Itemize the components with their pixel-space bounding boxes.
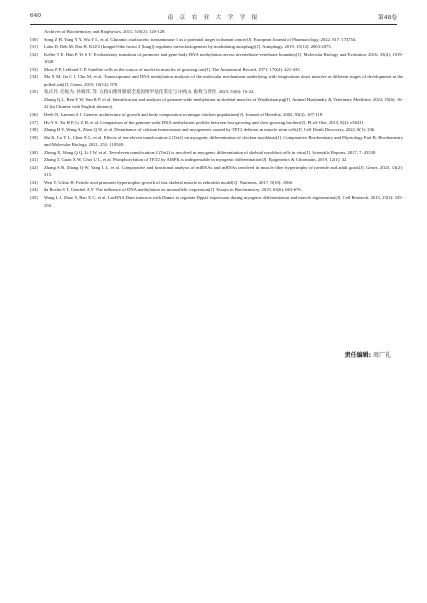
reference-number: [38]: [30, 127, 38, 133]
reference-number: [44]: [30, 187, 38, 193]
header-divider: [30, 24, 397, 25]
reference-entry: [30, 126, 403, 134]
reference-entry: [30, 43, 403, 51]
reference-number: [43]: [30, 179, 38, 185]
reference-text: Ma X M, Jia C J, Chu M, et al. Transcriptome and DNA methylation analyses of the molecular mechanisms underlying with longissimus dorsi muscles at different stages of development in the polled yak[J]. Genes, 2019, 10(12): 970.: [44, 74, 403, 87]
reference-number: [37]: [30, 119, 38, 125]
volume-label: 第48卷: [378, 14, 397, 21]
reference-text: Zhong X, Wang Q Q, Li J W, et al. Ten-eleven translocation-2 (Tet2) is involved in myogenic differentiation of skeletal myoblast cells in vitro[J]. Scientific Reports, 2017, 7: 43539.: [44, 149, 377, 155]
reference-entry: [30, 73, 403, 88]
reference-text: Zhang H Y, Wang S, Zhou Q W, et al. Disturbance of calcium homeostasis and myogenesis caused by TET2 deletion in muscle stem cells[J]. Cell Death Discovery, 2022, 8(1): 236.: [44, 127, 376, 133]
reference-list: [30, 28, 403, 209]
reference-text: Deeb N, Lamont S J. Genetic architecture of growth and body composition in unique chicken populations[J]. Journal of Heredity, 2002, 93(2): 107-118.: [44, 112, 324, 118]
reference-number: [45]: [30, 195, 38, 201]
reference-entry: [30, 119, 403, 127]
reference-text: Laha D, Deb M, Das H. KLF2 (kruppel-like factor 2 [lung]) regulates osteoclastogenesis by modulating autophagy[J]. Autophagy, 2019, 15(12): 2063-2075.: [44, 44, 332, 50]
editor-label: 责任编辑:: [344, 352, 372, 359]
reference-text: Moss F P, Leblond C P. Satellite cells as the source of nuclei in muscles of growing rats[J]. The Anatomical Record, 1971, 170(4): 421-435.: [44, 66, 301, 72]
reference-entry: [30, 164, 403, 179]
reference-entry: [30, 96, 403, 111]
reference-number: [33]: [30, 66, 38, 72]
reference-entry: [30, 149, 403, 157]
reference-entry: [30, 179, 403, 187]
reference-number: [35]: [30, 89, 38, 95]
reference-number: [34]: [30, 74, 38, 80]
journal-title: 南 京 农 业 大 学 学 报: [167, 14, 260, 21]
reference-number: [42]: [30, 164, 38, 170]
reference-text: Wen Y, Ushio H. Ferulic acid promotes hypertrophic growth of fast skeletal muscle in zebrafish model[J]. Nutrients, 2017, 9(10): 1066.: [44, 179, 294, 185]
responsible-editor: [345, 350, 391, 359]
reference-text: Zhang T, Guan X W, Choi U L, et al. Phosphorylation of TET2 by AMPK is indispensable in myogenic differentiation[J]. Epigenetics & Chromatin, 2019, 12(1): 32.: [44, 157, 348, 163]
reference-number: [39]: [30, 134, 38, 140]
reference-number: [40]: [30, 149, 38, 155]
reference-entry: [30, 194, 403, 209]
reference-text: Song Z H, Yang Y Y, Wu Y L, et al. Glutamic oxaloacetic transaminase 1 as a potential target in human cancer[J]. European Journal of Pharmacology, 2022, 917: 174754.: [44, 36, 357, 42]
reference-entry: [30, 51, 403, 66]
reference-entry: [30, 111, 403, 119]
reference-text: Shi K, Lu Y L, Chen X L, et al. Effects of ten-eleven translocation-2 (Tet2) on myogenic differentiation of chicken myoblasts[J]. Comparative Biochemistry and Physiology Part B: Biochemistry and Molecular Biology, 2021, 252: 110540.: [44, 134, 403, 148]
reference-text: Hu Y S, Xu H P, Li Z H, et al. Comparison of the genome-wide DNA methylation profiles between fast-growing and slow-growing broilers[J]. PLoS One, 2013, 8(2): e56411.: [44, 119, 365, 125]
reference-number: [30]: [30, 36, 38, 42]
reference-entry: [30, 28, 403, 36]
page-number: 640: [30, 13, 42, 19]
reference-entry: [30, 88, 403, 96]
reference-entry: [30, 66, 403, 74]
reference-text: Zhang Q L, Ren Y W, Sun R P, et al. Identification and analysis of genome-wide methylation in skeletal muscles of Wuzhishan pig[J]. Animal Husbandry & Veterinary Medicine, 2023, 55(6): 16-22 (in Chinese with English abstract).: [44, 96, 403, 110]
running-header: [30, 10, 397, 22]
reference-text: Archives of Biochemistry and Biophysics, 2011, 510(2): 120-128.: [44, 29, 166, 34]
reference-number: [31]: [30, 44, 38, 50]
reference-entry: [30, 134, 403, 149]
reference-entry: [30, 186, 403, 194]
reference-number: [41]: [30, 157, 38, 163]
reference-text: 张庆玲, 任振为, 孙端萍, 等. 五指山猪骨骼肌全基因组甲基化鉴定与分析[J]. 畜牧与兽医, 2023, 55(6): 16-22.: [44, 89, 255, 95]
reference-text: da Rocha S T, Gendrel A V. The influence of DNA methylation on monoallelic expression[J]. Essays in Biochemistry, 2019, 63(6): 663-676.: [44, 187, 302, 193]
editor-name: 周广礼: [372, 352, 391, 359]
reference-number: [32]: [30, 51, 38, 57]
reference-text: Keller T E, Han P, Yi S V. Evolutionary transition of promoter and gene body DNA methylation across invertebrate-vertebrate boundary[J]. Molecular Biology and Evolution, 2016, 33(4): 1019-1028.: [44, 51, 403, 65]
reference-number: [36]: [30, 112, 38, 118]
reference-entry: [30, 36, 403, 44]
reference-text: Wang L J, Zhao Y, Bao X C, et al. LncRNA Dum interacts with Dnmts to regulate Dppa2 expression during myogenic differentiation and muscle regeneration[J]. Cell Research, 2015, 25(3): 335-350.: [44, 195, 403, 208]
reference-text: Zhang S B, Zhang Q W, Yang L L, et al. Comparative and functional analysis of miRNAs and mRNAs involved in muscle fiber hypertrophy of juvenile and adult goats[J]. Genes, 2023, 14(2): 315.: [44, 164, 403, 178]
reference-entry: [30, 156, 403, 164]
